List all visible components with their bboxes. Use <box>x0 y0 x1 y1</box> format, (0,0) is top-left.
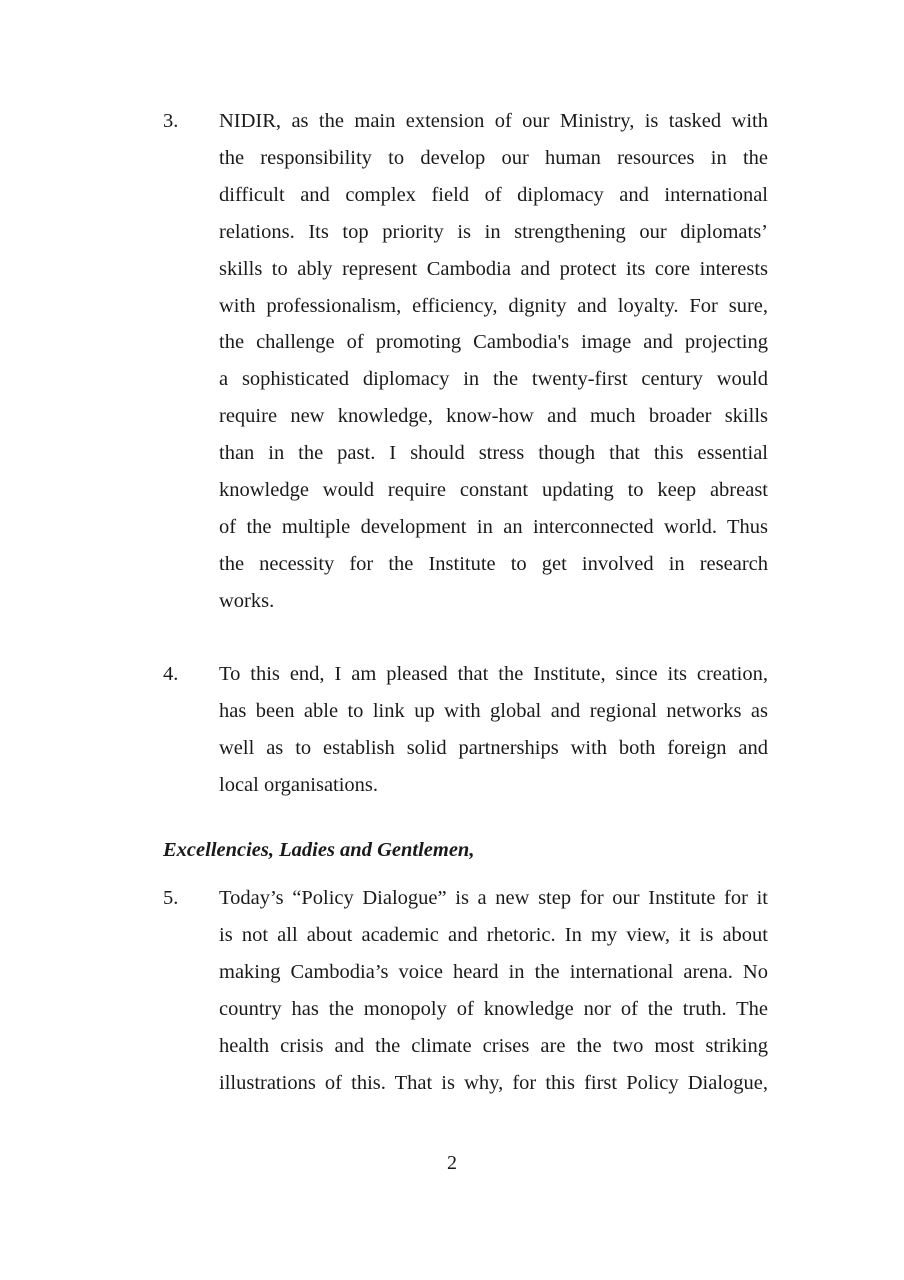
text-line: the responsibility to develop our human resources in the <box>219 146 768 169</box>
text-line: difficult and complex field of diplomacy and international <box>219 183 768 206</box>
paragraph-text <box>219 880 768 1101</box>
text-line: the challenge of promoting Cambodia's image and projecting <box>219 331 768 354</box>
text-line: To this end, I am pleased that the Institute, since its creation, <box>219 663 768 685</box>
text-line: local organisations. <box>219 773 379 796</box>
text-line: knowledge would require constant updating to keep abreast <box>219 479 768 502</box>
paragraph-number: 5. <box>163 887 179 909</box>
page-number: 2 <box>447 1152 457 1174</box>
text-line: require new knowledge, know-how and much broader skills <box>219 405 768 428</box>
paragraph-text <box>219 103 768 620</box>
text-line: health crisis and the climate crises are the two most striking <box>219 1034 768 1057</box>
text-line: skills to ably represent Cambodia and protect its core interests <box>219 257 768 280</box>
section-heading: Excellencies, Ladies and Gentlemen, <box>163 839 475 861</box>
paragraph-3 <box>163 103 773 620</box>
text-line: of the multiple development in an interconnected world. Thus <box>219 515 768 538</box>
text-line: than in the past. I should stress though that this essential <box>219 442 768 465</box>
text-line: NIDIR, as the main extension of our Ministry, is tasked with <box>219 110 768 132</box>
text-line: well as to establish solid partnerships with both foreign and <box>219 736 768 759</box>
paragraph-5 <box>163 880 773 1101</box>
text-line: relations. Its top priority is in strengthening our diplomats’ <box>219 220 768 243</box>
paragraph-number: 3. <box>163 110 179 132</box>
paragraph-text <box>219 656 768 804</box>
text-line: has been able to link up with global and regional networks as <box>219 699 768 722</box>
text-line: making Cambodia’s voice heard in the international arena. No <box>219 960 768 983</box>
text-line: works. <box>219 589 275 612</box>
text-line: the necessity for the Institute to get involved in research <box>219 552 768 575</box>
text-line: country has the monopoly of knowledge nor of the truth. The <box>219 997 768 1020</box>
text-line: a sophisticated diplomacy in the twenty-first century would <box>219 368 768 391</box>
text-line: with professionalism, efficiency, dignity and loyalty. For sure, <box>219 294 768 317</box>
paragraph-4 <box>163 656 773 804</box>
text-line: is not all about academic and rhetoric. In my view, it is about <box>219 923 768 946</box>
paragraph-number: 4. <box>163 663 179 685</box>
text-line: illustrations of this. That is why, for this first Policy Dialogue, <box>219 1071 768 1094</box>
text-line: Today’s “Policy Dialogue” is a new step for our Institute for it <box>219 887 768 909</box>
